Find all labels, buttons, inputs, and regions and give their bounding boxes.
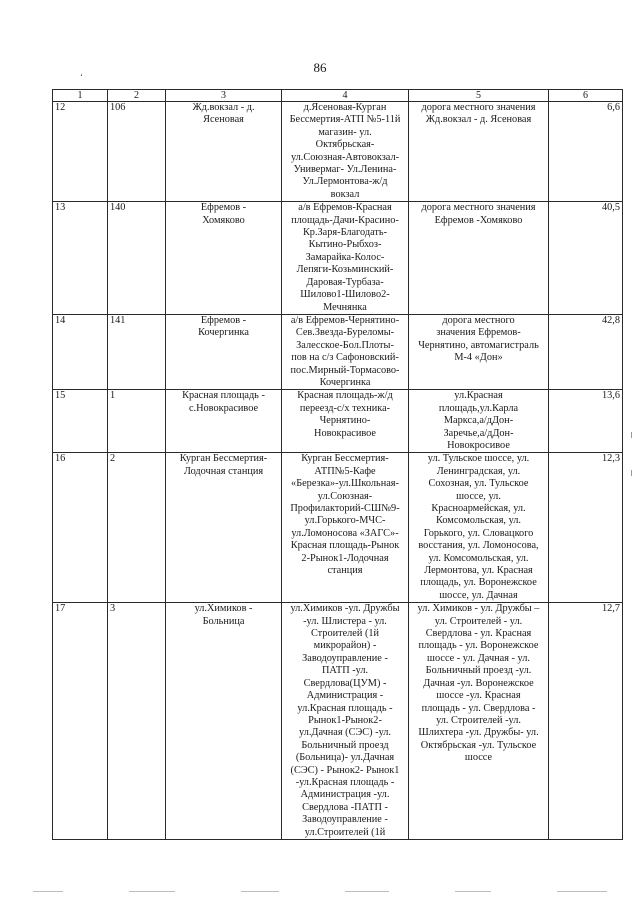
route-name: ул.Химиков - Больница (166, 603, 282, 840)
route-path: а/в Ефремов-Чернятино- Сев.Звезда-Буреломы- Залесское-Бол.Плоты- пов на с/з Сафоновский- пос.Мирный-Тормасово- Кочергинка (282, 314, 409, 389)
column-header: 5 (409, 90, 549, 102)
route-length: 13,6 (549, 390, 623, 453)
table-row (53, 202, 623, 315)
row-number: 13 (53, 202, 108, 315)
table-row (53, 390, 623, 453)
route-number: 106 (108, 102, 166, 202)
route-number: 1 (108, 390, 166, 453)
table-header-row (53, 90, 623, 102)
route-length: 42,8 (549, 314, 623, 389)
route-name: Курган Бессмертия- Лодочная станция (166, 453, 282, 603)
route-roads: дорога местного значения Ефремов- Чернятино, автомагистраль М-4 «Дон» (409, 314, 549, 389)
route-path: ул.Химиков -ул. Дружбы -ул. Шлистера - ул. Строителей (1й микрорайон) - Заводоуправление - ПАТП -ул. Свердлова(ЦУМ) - Администрация - ул.Красная площадь - Рынок1-Рынок2- ул.Дачная (СЭС) -ул. Больничный проезд (Больница)- ул.Дачная (СЭС) - Рынок2- Рынок1 -ул.Красная площадь - Администрация -ул. Свердлова -ПАТП - Заводоуправление - ул.Строителей (1й (282, 603, 409, 840)
scan-margin-mark (631, 432, 632, 438)
route-roads: дорога местного значения Ефремов -Хомяково (409, 202, 549, 315)
scan-speck: ʻ (80, 72, 83, 82)
route-length: 40,5 (549, 202, 623, 315)
route-roads: ул. Тульское шоссе, ул. Ленинградская, ул. Сохозная, ул. Тульское шоссе, ул. Красноармейская, ул. Комсомольская, ул. Горького, ул. Словацкого восстания, ул. Ломоносова, ул. Комсомольская, ул. Лермонтова, ул. Красная площадь, ул. Воронежское шоссе, ул. Дачная (409, 453, 549, 603)
scan-footer-artifacts (0, 888, 640, 894)
row-number: 12 (53, 102, 108, 202)
route-number: 141 (108, 314, 166, 389)
scan-margin-mark (631, 470, 632, 476)
table-row (53, 453, 623, 603)
route-roads: дорога местного значения Жд.вокзал - д. Ясеновая (409, 102, 549, 202)
table-row (53, 603, 623, 840)
column-header: 3 (166, 90, 282, 102)
route-name: Ефремов - Хомяково (166, 202, 282, 315)
row-number: 17 (53, 603, 108, 840)
route-number: 2 (108, 453, 166, 603)
table-row (53, 102, 623, 202)
route-name: Красная площадь - с.Новокрасивое (166, 390, 282, 453)
route-number: 140 (108, 202, 166, 315)
column-header: 1 (53, 90, 108, 102)
column-header: 2 (108, 90, 166, 102)
route-length: 6,6 (549, 102, 623, 202)
route-number: 3 (108, 603, 166, 840)
route-path: д.Ясеновая-Курган Бессмертия-АТП №5-11й магазин- ул. Октябрьская- ул.Союзная-Автовокзал- Универмаг- Ул.Ленина- Ул.Лермонтова-ж/д вокзал (282, 102, 409, 202)
route-length: 12,7 (549, 603, 623, 840)
route-path: а/в Ефремов-Красная площадь-Дачи-Красино- Кр.Заря-Благодать- Кытино-Рыбхоз- Замарайка-Колос- Лепяги-Козьминский- Даровая-Турбаза- Шилово1-Шилово2- Мечнянка (282, 202, 409, 315)
route-roads: ул.Красная площадь,ул.Карла Маркса,а/дДон- Заречье,а/дДон- Новокросивое (409, 390, 549, 453)
column-header: 4 (282, 90, 409, 102)
row-number: 14 (53, 314, 108, 389)
page-number: 86 (313, 60, 327, 75)
route-name: Жд.вокзал - д. Ясеновая (166, 102, 282, 202)
route-path: Красная площадь-ж/д переезд-с/х техника- Чернятино- Новокрасивое (282, 390, 409, 453)
table-row (53, 314, 623, 389)
row-number: 16 (53, 453, 108, 603)
route-path: Курган Бессмертия- АТП№5-Кафе «Березка»-ул.Школьная- ул.Союзная- Профилакторий-СШ№9- ул.Горького-МЧС- ул.Ломоносова «ЗАГС»- Красная площадь-Рынок 2-Рынок1-Лодочная станция (282, 453, 409, 603)
route-roads: ул. Химиков - ул. Дружбы – ул. Строителей - ул. Свердлова - ул. Красная площадь - ул. Воронежское шоссе - ул. Дачная - ул. Больничный проезд -ул. Дачная -ул. Воронежское шоссе -ул. Красная площадь - ул. Свердлова - ул. Строителей -ул. Шлихтера -ул. Дружбы- ул. Октябрьская -ул. Тульское шоссе (409, 603, 549, 840)
column-header: 6 (549, 90, 623, 102)
routes-table (52, 89, 623, 840)
route-name: Ефремов - Кочергинка (166, 314, 282, 389)
row-number: 15 (53, 390, 108, 453)
route-length: 12,3 (549, 453, 623, 603)
